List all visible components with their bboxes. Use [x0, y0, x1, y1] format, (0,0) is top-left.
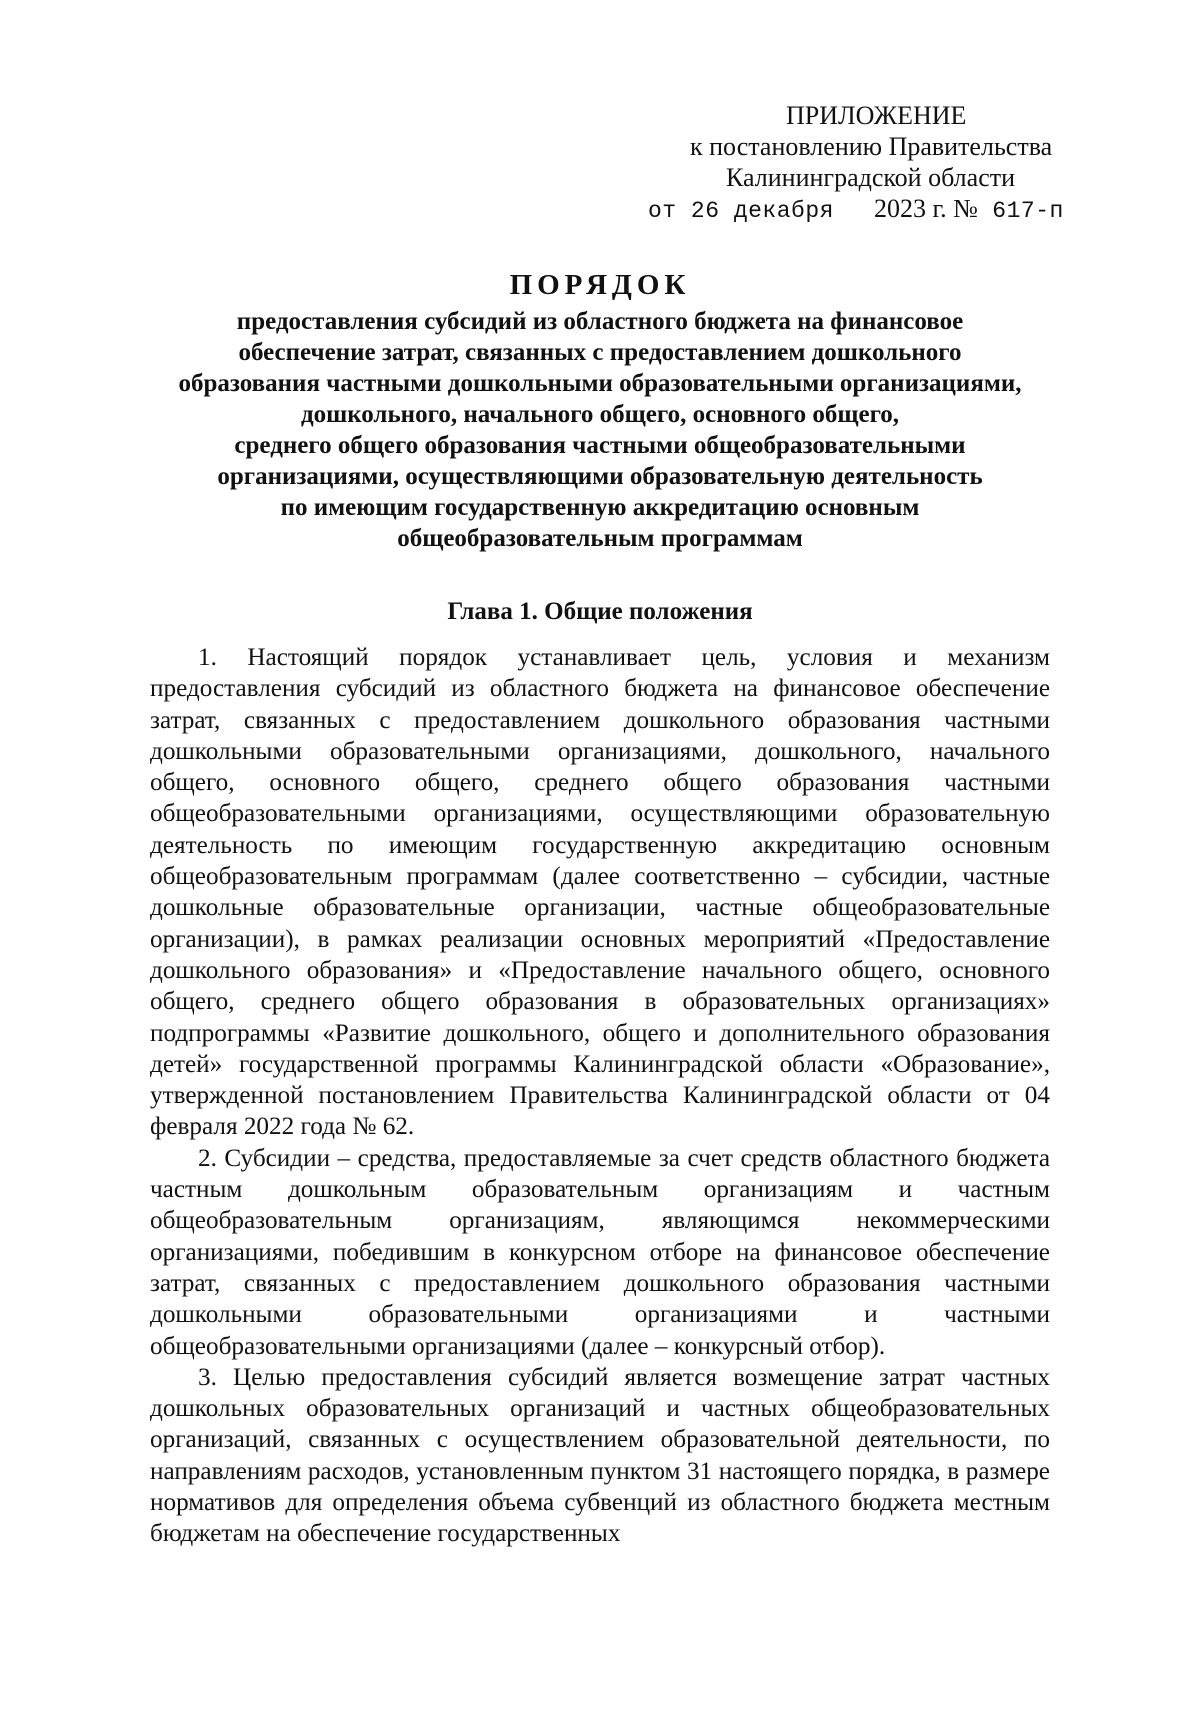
resolution-reference: к постановлению Правительства: [690, 132, 1053, 161]
appendix-label: ПРИЛОЖЕНИЕ: [786, 101, 967, 130]
subtitle-line: среднего общего образования частными общеобразовательными: [234, 432, 966, 459]
region-name: Калининградской области: [726, 163, 1016, 192]
subtitle-line: образования частными дошкольными образовательными организациями,: [178, 370, 1022, 397]
document-body: [150, 642, 1050, 1550]
document-title: ПОРЯДОК: [509, 269, 691, 301]
resolution-date: от 26 декабря: [648, 198, 834, 224]
subtitle-line: обеспечение затрат, связанных с предоставлением дошкольного: [238, 339, 962, 366]
paragraph-3: 3. Целью предоставления субсидий является возмещение затрат частных дошкольных образовательных организаций и частных общеобразовательных организаций, связанных с осуществлением образовательной деятельности, по направлениям расходов, установленным пунктом 31 настоящего порядка, в размере нормативов для определения объема субвенций из областного бюджета местным бюджетам на обеспечение государственных: [150, 1363, 1050, 1548]
document-title-block: [150, 268, 1050, 554]
paragraph-1: 1. Настоящий порядок устанавливает цель, условия и механизм предоставления субсидий из областного бюджета на финансовое обеспечение затрат, связанных с предоставлением дошкольного образования частными дошкольными образовательными организациями, дошкольного, начального общего, основного общего, среднего общего образования частными общеобразовательными организациями, осуществляющими образовательную деятельность по имеющим государственную аккредитацию основным общеобразовательным программам (далее соответственно – субсидии, частные дошкольные образовательные организации, частные общеобразовательные организации), в рамках реализации основных мероприятий «Предоставление дошкольного образования» и «Предоставление начального общего, основного общего, среднего общего образования в образовательных организациях» подпрограммы «Развитие дошкольного, общего и дополнительного образования детей» государственной программы Калининградской области «Образование», утвержденной постановлением Правительства Калининградской области от 04 февраля 2022 года № 62.: [150, 644, 1050, 1141]
subtitle-line: общеобразовательным программам: [397, 525, 803, 552]
subtitle-line: предоставления субсидий из областного бюджета на финансовое: [236, 308, 964, 335]
appendix-header: [648, 100, 1130, 227]
resolution-number: 617-п: [992, 198, 1064, 224]
document-subtitle: [150, 306, 1050, 554]
resolution-year: 2023 г. №: [873, 194, 978, 223]
subtitle-line: по имеющим государственную аккредитацию основным: [280, 494, 920, 521]
chapter-heading: Глава 1. Общие положения: [447, 598, 753, 625]
paragraph-2: 2. Субсидии – средства, предоставляемые за счет средств областного бюджета частным дошкольным образовательным организациям и частным общеобразовательным организациям, являющимся некоммерческими организациями, победившим в конкурсном отборе на финансовое обеспечение затрат, связанных с предоставлением дошкольного образования частными дошкольными образовательными организациями и частными общеобразовательными организациями (далее – конкурсный отбор).: [150, 1144, 1050, 1360]
resolution-date-number: [648, 193, 1130, 227]
subtitle-line: организациями, осуществляющими образовательную деятельность: [217, 463, 983, 490]
subtitle-line: дошкольного, начального общего, основного общего,: [300, 401, 900, 428]
